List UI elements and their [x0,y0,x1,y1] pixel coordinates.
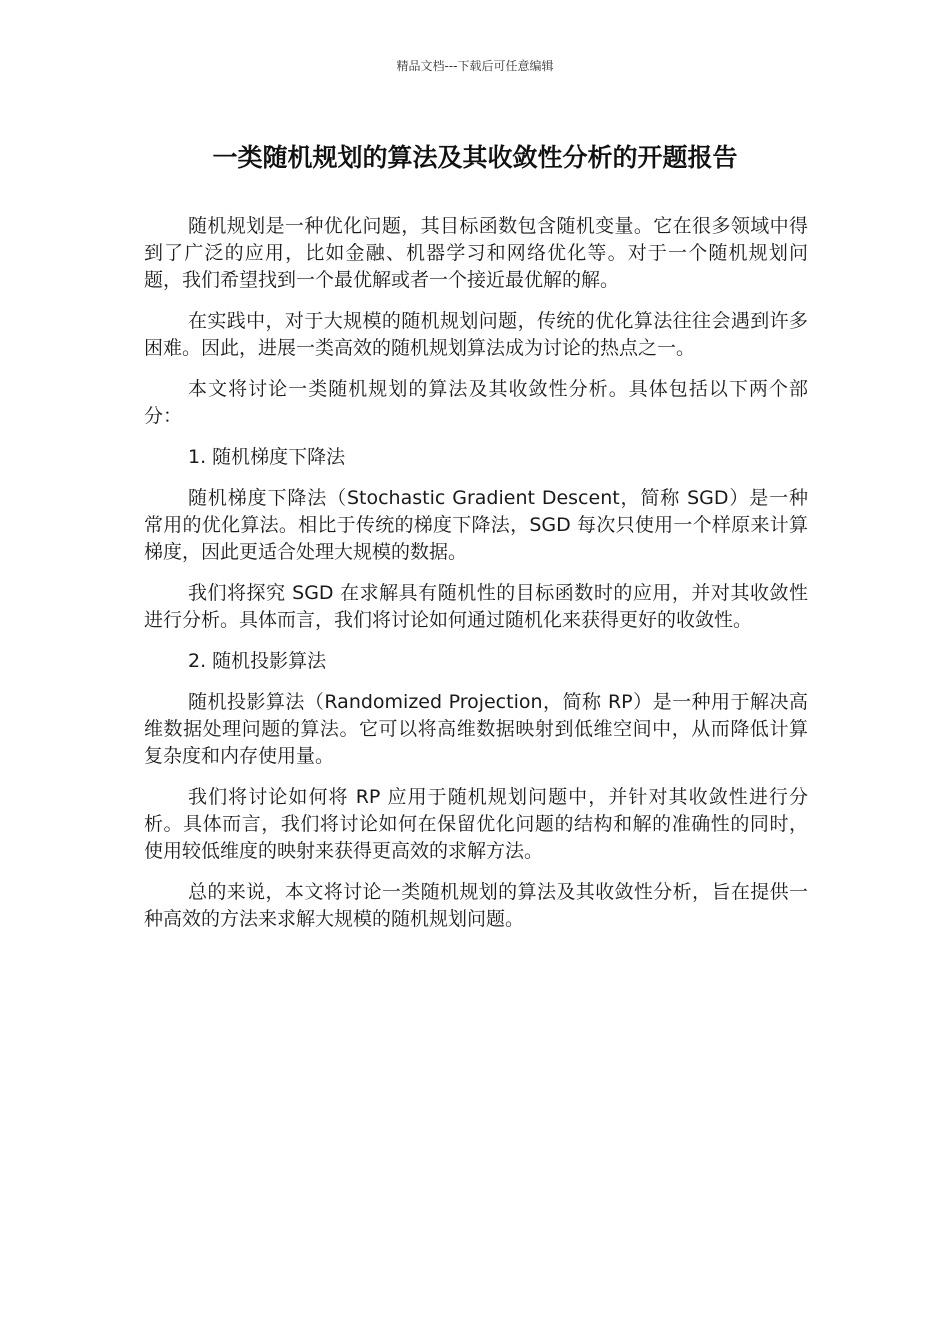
paragraph-sgd-analysis: 我们将探究 SGD 在求解具有随机性的目标函数时的应用，并对其收敛性进行分析。具体而言，我们将讨论如何通过随机化来获得更好的收敛性。 [144,582,808,631]
paragraph-practice: 在实践中，对于大规模的随机规划问题，传统的优化算法往往会遇到许多困难。因此，进展一类高效的随机规划算法成为讨论的热点之一。 [144,310,808,359]
paragraph-sgd-definition: 随机梯度下降法（Stochastic Gradient Descent，简称 SGD）是一种常用的优化算法。相比于传统的梯度下降法，SGD 每次只使用一个样原来计算梯度，因此更适合处理大规模的数据。 [144,487,808,563]
paragraph-intro: 随机规划是一种优化问题，其目标函数包含随机变量。它在很多领域中得到了广泛的应用，比如金融、机器学习和网络优化等。对于一个随机规划问题，我们希望找到一个最优解或者一个接近最优解的解。 [144,215,808,291]
paragraph-rp-definition: 随机投影算法（Randomized Projection，简称 RP）是一种用于解决高维数据处理问题的算法。它可以将高维数据映射到低维空间中，从而降低计算复杂度和内存使用量。 [144,691,808,767]
header-note: 精品文档---下载后可任意编辑 [396,59,554,73]
document-body [144,213,808,947]
paragraph-conclusion: 总的来说，本文将讨论一类随机规划的算法及其收敛性分析，旨在提供一种高效的方法来求解大规模的随机规划问题。 [144,881,808,930]
section-heading-sgd: 1. 随机梯度下降法 [188,446,346,468]
paragraph-rp-analysis: 我们将讨论如何将 RP 应用于随机规划问题中，并针对其收敛性进行分析。具体而言，我们将讨论如何在保留优化问题的结构和解的准确性的同时，使用较低维度的映射来获得更高效的求解方法。 [144,786,808,862]
document-title: 一类随机规划的算法及其收敛性分析的开题报告 [212,143,738,172]
paragraph-overview: 本文将讨论一类随机规划的算法及其收敛性分析。具体包括以下两个部分： [144,378,808,427]
section-heading-rp: 2. 随机投影算法 [188,650,327,672]
